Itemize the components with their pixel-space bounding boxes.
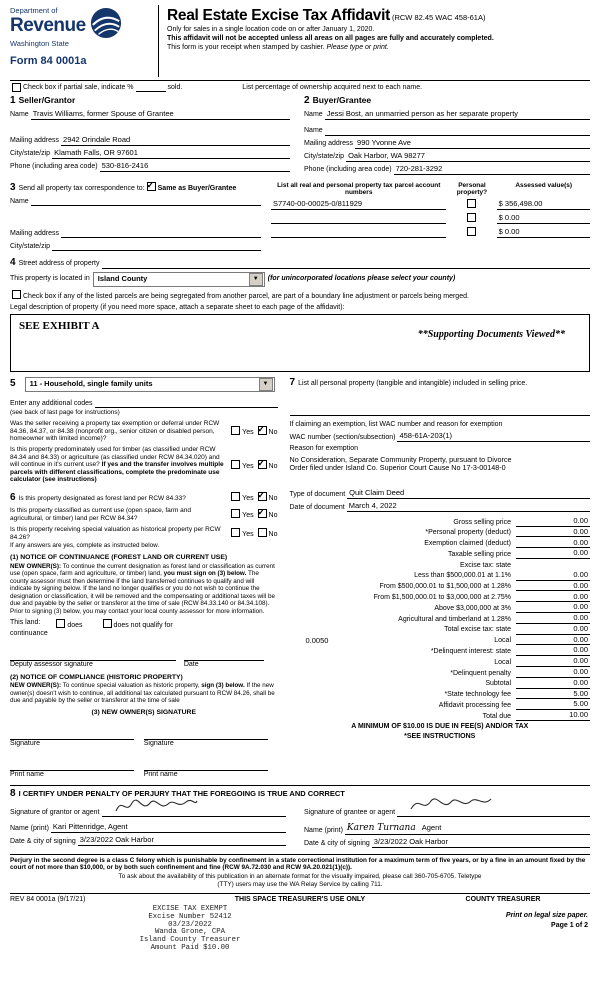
grantor-signature-field[interactable] <box>102 807 286 817</box>
segregated-checkbox[interactable] <box>12 290 21 299</box>
yes-label: Yes <box>242 512 254 520</box>
fin-label: Exemption claimed (deduct) <box>424 540 511 548</box>
fin-value[interactable]: 5.00 <box>516 700 590 710</box>
fin-row-total-excise-state <box>290 624 591 635</box>
main-columns <box>10 377 590 779</box>
yes-checkbox[interactable] <box>231 509 240 518</box>
does-not-checkbox[interactable] <box>103 619 112 628</box>
no-label: No <box>268 428 278 436</box>
grantee-signature-block <box>300 799 590 847</box>
fin-value[interactable]: 0.00 <box>516 517 590 527</box>
rev-number: REV 84 0001a (9/17/21) <box>10 895 86 903</box>
exemption-reason-line1[interactable]: No Consideration, Separate Community Property, pursuant to Divorce <box>289 455 512 465</box>
section-8-certification <box>10 785 590 848</box>
personal-property-checkbox[interactable] <box>467 199 476 208</box>
fin-label: *State technology fee <box>444 691 511 699</box>
buyer-name2-label: Name <box>304 127 323 135</box>
additional-codes-field[interactable] <box>95 398 278 408</box>
fin-label: From $1,500,000.01 to $3,000,000 at 2.75% <box>373 594 511 602</box>
county-note: (for unincorporated locations please select your county) <box>267 274 456 282</box>
fin-value[interactable]: 0.00 <box>516 679 590 689</box>
partial-sale-sold-label: sold. <box>167 83 183 91</box>
see-instructions-note: *SEE INSTRUCTIONS <box>404 732 476 740</box>
if-yes-note: If any answers are yes, complete as instructed below. <box>10 542 160 550</box>
right-column <box>286 377 591 779</box>
seller-title: Seller/Grantor <box>18 95 76 105</box>
parcel-number-field[interactable] <box>271 237 446 238</box>
signature-label: Signature <box>143 739 174 747</box>
county-dropdown[interactable] <box>93 272 265 287</box>
additional-codes-label: Enter any additional codes <box>10 399 93 407</box>
buyer-mailing-label: Mailing address <box>304 140 354 148</box>
dor-swirl-logo-icon <box>90 7 122 39</box>
excise-tax-table <box>290 516 591 721</box>
corr-name-field[interactable] <box>31 196 261 206</box>
fin-label: Affidavit processing fee <box>438 702 511 710</box>
legal-description-box[interactable] <box>10 314 590 372</box>
alternate-format-note-line2: (TTY) users may use the WA Relay Service by calling 711. <box>217 881 383 889</box>
deputy-signature-field[interactable] <box>10 650 176 661</box>
grantee-signature-label: Signature of grantee or agent <box>304 809 396 817</box>
section-2-number: 2 <box>304 95 310 106</box>
parcel-col-header: List all real and personal property tax parcel account numbers <box>277 181 441 196</box>
land-use-dropdown[interactable] <box>25 377 275 392</box>
located-in-label: This property is located in <box>10 274 90 282</box>
fin-row-taxable-selling-price <box>290 548 591 559</box>
fin-label: Total excise tax: state <box>444 626 511 634</box>
fin-label: From $500,000.01 to $1,500,000 at 1.28% <box>379 583 511 591</box>
alternate-format-note-line1: To ask about the availability of this publication in an alternate format for the visually impaired, please call 360-705-6705. Teletype <box>118 873 482 881</box>
seller-mailing-field[interactable]: 2942 Orindale Road <box>61 136 290 146</box>
buyer-name-label: Name <box>304 111 323 119</box>
fin-label: *Delinquent interest: state <box>430 648 511 656</box>
answer-group <box>229 509 277 520</box>
question-current-use <box>10 507 278 522</box>
new-owner-printname-field[interactable] <box>10 760 134 771</box>
fin-value[interactable]: 10.00 <box>516 711 590 721</box>
no-checkbox[interactable] <box>258 492 267 501</box>
question-historical <box>10 526 278 541</box>
section-4-number: 4 <box>10 257 16 268</box>
buyer-name2-field[interactable] <box>325 126 590 136</box>
fin-value[interactable]: 0.00 <box>516 614 590 624</box>
fin-value[interactable]: 0.00 <box>516 571 590 581</box>
personal-property-checkbox[interactable] <box>467 227 476 236</box>
buyer-title: Buyer/Grantee <box>312 95 372 105</box>
type-of-document-field[interactable]: Quit Claim Deed <box>347 489 590 499</box>
grantee-name-suffix: Agent <box>421 823 442 833</box>
stamp-line-treasurer-title: Island County Treasurer <box>139 936 241 945</box>
form-title: Real Estate Excise Tax Affidavit <box>167 7 390 24</box>
grantee-date-label: Date & city of signing <box>304 839 370 847</box>
section-7-number: 7 <box>289 376 296 388</box>
local-rate-value: 0.0050 <box>305 635 329 645</box>
date-of-document-field[interactable]: March 4, 2022 <box>347 502 590 512</box>
does-label: does <box>67 622 83 630</box>
fin-value[interactable]: 0.00 <box>516 582 590 592</box>
personal-property-col-header: Personal property? <box>456 181 488 196</box>
fin-row-agricultural <box>290 613 591 624</box>
fin-label: Gross selling price <box>453 518 511 526</box>
no-checkbox[interactable] <box>258 460 267 469</box>
fin-label: Local <box>494 658 511 666</box>
grantee-printname-field[interactable] <box>345 823 590 834</box>
fin-row-excise-tax-state <box>290 559 591 570</box>
fin-row-rate-1-1 <box>290 570 591 581</box>
grantee-signature-field[interactable] <box>397 807 590 817</box>
fin-label: Less than $500,000.01 at 1.1% <box>414 572 511 580</box>
legal-description-label: Legal description of property (if you need more space, attach a separate sheet to each page of the affidavit): <box>10 303 345 311</box>
seller-phone-label: Phone (including area code) <box>10 163 98 171</box>
parcel-number-field[interactable]: S7740-00-00025-0/811929 <box>271 200 446 210</box>
no-checkbox[interactable] <box>258 528 267 537</box>
header-note-1: Only for sales in a single location code on or after January 1, 2020. <box>167 25 375 33</box>
stamp-line-date: 03/23/2022 <box>168 920 212 929</box>
supporting-documents-note: **Supporting Documents Viewed** <box>417 328 565 340</box>
fin-row-local-rate <box>290 635 591 646</box>
corr-mailing-label: Mailing address <box>10 229 60 237</box>
perjury-text: is a class C felony which is punishable by confinement in a state correctional institution for a maximum term of five years, or by a fine in an amount fixed by the court of not more than $10,000, or by both such confinement and fine (RCW 9A.72.030 and RCW 9A.20.021(1)(c)). <box>10 856 586 872</box>
same-as-buyer-label: Same as Buyer/Grantee <box>157 184 237 192</box>
buyer-csz-field[interactable]: Oak Harbor, WA 98277 <box>346 152 590 162</box>
notice-continuance-text: NEW OWNER(S): To continue the current designation as forest land or classification as current use (open space, farm and agriculture, or timber) land, you must sign on (3) below. The county assessor must then determine if the land transferred continues to qualify and will indicate by signing below. If the land no longer qualifies or you do not wish to continue the designation or classification, it will be removed and the compensating or additional taxes will be due and payable by the seller or transferor at the time of sale (RCW 84.33.140 or 84.34.108). Prior to signing (3) below, you may contact your local county assessor for more information. <box>10 562 275 615</box>
fin-label: Excise tax: state <box>460 561 511 569</box>
buyer-csz-label: City/state/zip <box>304 153 345 161</box>
deputy-signature-label: Deputy assessor signature <box>10 661 93 669</box>
deputy-date-label: Date <box>183 661 199 669</box>
corr-mailing-field[interactable] <box>61 228 261 238</box>
notice-continuance-heading: (1) NOTICE OF CONTINUANCE (FOREST LAND OR CURRENT USE) <box>10 553 228 561</box>
form-header <box>10 5 590 77</box>
fin-value[interactable]: 0.00 <box>516 625 590 635</box>
question-text: Is this property receiving special valuation as historical property per RCW 84.26? <box>10 526 221 541</box>
fin-row-rate-3 <box>290 602 591 613</box>
parcel-row <box>271 210 590 224</box>
yes-label: Yes <box>242 462 254 470</box>
parcel-table <box>271 182 590 252</box>
deputy-date-field[interactable] <box>184 650 264 661</box>
fin-row-rate-2-75 <box>290 591 591 602</box>
fin-label: Agricultural and timberland at 1.28% <box>398 615 511 623</box>
fin-row-subtotal <box>290 678 591 689</box>
does-not-label: does not qualify for <box>113 622 173 630</box>
certify-statement: I CERTIFY UNDER PENALTY OF PERJURY THAT THE FOREGOING IS TRUE AND CORRECT <box>18 788 345 798</box>
corr-csz-label: City/state/zip <box>10 242 51 250</box>
parcel-row <box>271 196 590 210</box>
stamp-line-treasurer-name: Wanda Grone, CPA <box>154 928 226 937</box>
treasurer-space-label: THIS SPACE TREASURER'S USE ONLY <box>234 895 366 903</box>
fin-label: *Delinquent penalty <box>450 669 511 677</box>
section-1-seller <box>10 95 300 175</box>
fin-label: Total due <box>482 712 511 720</box>
print-name-label: Print name <box>143 770 178 778</box>
yes-label: Yes <box>242 531 254 539</box>
grantee-date-field[interactable]: 3/23/2022 Oak Harbor <box>372 838 590 848</box>
header-divider <box>10 80 590 81</box>
notice-compliance-text: NEW OWNER(S): To continue special valuation as historic property, sign (3) below. If the new owner(s) doesn't wish to continue, all additional tax calculated pursuant to RCW 84.26, shall be due and payable by the seller or transferor at the time of sale <box>10 682 275 705</box>
section-4-property <box>10 257 590 372</box>
assessed-value-field[interactable]: $ 356,498.00 <box>497 200 590 210</box>
partial-sale-checkbox[interactable] <box>12 83 21 92</box>
street-address-label: Street address of property <box>18 260 100 268</box>
fin-value[interactable]: 5.00 <box>516 690 590 700</box>
does-checkbox[interactable] <box>56 619 65 628</box>
fin-value[interactable]: 0.00 <box>516 528 590 538</box>
question-timber-agriculture <box>10 446 278 483</box>
parcel-table-header <box>271 182 590 196</box>
fin-value[interactable]: 0.00 <box>516 549 590 559</box>
grantor-date-field[interactable]: 3/23/2022 Oak Harbor <box>78 836 286 846</box>
form-number: Form 84 0001a <box>10 54 87 67</box>
county-dropdown-value: Island County <box>97 273 148 283</box>
fin-value[interactable]: 0.00 <box>516 603 590 613</box>
dept-of-label: Department of <box>10 6 58 15</box>
yes-checkbox[interactable] <box>231 426 240 435</box>
street-address-field[interactable] <box>102 259 591 269</box>
section-2-buyer <box>300 95 590 175</box>
yes-label: Yes <box>242 428 254 436</box>
fin-label: Taxable selling price <box>447 550 511 558</box>
page-number: Page 1 of 2 <box>551 921 588 929</box>
fin-row-exemption-claimed <box>290 537 591 548</box>
signature-label: Signature <box>10 739 40 747</box>
question-text: Was the seller receiving a property tax exemption or deferral under RCW 84.36, 84.37, or 84.38 (nonprofit org., senior citizen or disabled person, homeowner with limited income)? <box>10 420 220 442</box>
fin-label: Above $3,000,000 at 3% <box>434 604 511 612</box>
exhibit-text: SEE EXHIBIT A <box>19 319 100 332</box>
land-use-dropdown-value: 11 - Household, single family units <box>29 378 153 388</box>
no-label: No <box>268 495 278 503</box>
fin-value[interactable]: 0.00 <box>516 636 590 646</box>
yes-checkbox[interactable] <box>231 492 240 501</box>
perjury-bold-lead: Perjury in the second degree <box>10 856 98 864</box>
fin-row-total-due <box>290 710 591 721</box>
parcel-number-field[interactable] <box>271 223 446 224</box>
segregated-label: Check box if any of the listed parcels are being segregated from another parcel, are part of a boundary line adjustment or parcels being merged. <box>23 292 469 300</box>
question-forest-land <box>10 492 278 504</box>
new-owner-signature-field[interactable] <box>10 729 134 740</box>
fin-row-state-technology-fee <box>290 689 591 700</box>
question-text: 6 Is this property designated as forest land per RCW 84.33? <box>10 491 186 503</box>
seller-buyer-sections <box>10 95 590 175</box>
land-use-dropdown-arrow-icon[interactable]: ▼ <box>259 378 273 391</box>
buyer-mailing-field[interactable]: 990 Yvonne Ave <box>355 139 590 149</box>
print-name-label: Print name <box>10 770 44 778</box>
stamp-line-excise-number: Excise Number 52412 <box>148 912 232 921</box>
assessed-value-col-header: Assessed value(s) <box>515 181 573 189</box>
no-label: No <box>268 462 278 470</box>
answer-group <box>229 460 277 471</box>
fin-row-personal-property-deduct <box>290 527 591 538</box>
fin-label: *Personal property (deduct) <box>425 529 511 537</box>
form-title-rcw: (RCW 82.45 WAC 458-61A) <box>391 13 486 22</box>
seller-csz-label: City/state/zip <box>10 150 51 158</box>
correspondence-label: Send all property tax correspondence to: <box>18 184 145 192</box>
grantor-signature-block <box>10 799 300 847</box>
grantee-handwritten-name: Karen Turnana <box>346 823 416 834</box>
no-checkbox[interactable] <box>258 509 267 518</box>
grantee-signature-scribble <box>409 793 493 817</box>
yes-label: Yes <box>242 495 254 503</box>
deputy-assessor-row <box>10 650 278 669</box>
legal-paper-note: Print on legal size paper. <box>505 911 588 919</box>
section-8-number: 8 <box>10 787 16 799</box>
header-note-3: This form is your receipt when stamped by cashier. Please type or print. <box>167 43 389 51</box>
partial-sale-row <box>10 83 590 92</box>
county-dropdown-arrow-icon[interactable]: ▼ <box>249 273 263 286</box>
this-land-label: This land: <box>10 619 41 627</box>
assessed-value-field[interactable]: $ 0.00 <box>497 214 590 224</box>
fin-row-delinquent-interest-local <box>290 656 591 667</box>
no-label: No <box>268 512 278 520</box>
yes-checkbox[interactable] <box>231 528 240 537</box>
seller-mailing-label: Mailing address <box>10 137 60 145</box>
question-text: Is this property predominately used for timber (as classified under RCW 84.34 and 84.33) or agriculture (as classified under RCW 84.34.020) and will continue in it's current use? If yes and the transfer involves multiple parcels with different classifications, complete the predominate use calculator (see instructions) <box>10 446 224 484</box>
treasurer-stamp <box>105 906 275 953</box>
see-back-note: (see back of last page for instructions) <box>10 408 120 416</box>
buyer-name-field[interactable]: Jessi Bost, an unmarried person as her separate property <box>325 110 590 120</box>
seller-name-label: Name <box>10 111 29 119</box>
no-checkbox[interactable] <box>258 426 267 435</box>
seller-csz-field[interactable]: Klamath Falls, OR 97601 <box>52 149 290 159</box>
fin-row-rate-1-28 <box>290 581 591 592</box>
assessed-value-field[interactable]: $ 0.00 <box>497 228 590 238</box>
buyer-phone-field[interactable]: 720-281-3292 <box>394 165 590 175</box>
grantor-signature-scribble <box>114 793 198 817</box>
corr-csz-field[interactable] <box>52 241 261 251</box>
no-label: No <box>268 531 278 539</box>
section-3-correspondence <box>10 182 590 252</box>
washington-state-label: Washington State <box>10 39 69 48</box>
fin-label: Subtotal <box>485 680 511 688</box>
exemption-reason-line2[interactable]: Order filed under Island Co. Superior Court Cause No 17-3-00148-0 <box>289 463 506 473</box>
grantee-printname-label: Name (print) <box>304 826 343 834</box>
date-of-document-label: Date of document <box>289 503 345 511</box>
yes-checkbox[interactable] <box>231 460 240 469</box>
new-owner-signature-field[interactable] <box>144 729 268 740</box>
grantor-date-label: Date & city of signing <box>10 838 76 846</box>
grantor-signature-label: Signature of grantor or agent <box>10 809 100 817</box>
fin-row-gross-selling-price <box>290 516 591 527</box>
fin-row-affidavit-processing-fee <box>290 699 591 710</box>
new-owners-signature-heading: (3) NEW OWNER(S) SIGNATURE <box>91 708 196 716</box>
perjury-statement <box>10 854 590 872</box>
section-3-number: 3 <box>10 181 16 193</box>
fin-row-delinquent-penalty <box>290 667 591 678</box>
fin-value[interactable]: 0.00 <box>516 539 590 549</box>
left-column <box>10 377 286 779</box>
wac-number-label: WAC number (section/subsection) <box>289 434 396 442</box>
question-text: Is this property classified as current use (open space, farm and agricultural, or timber) land per RCW 84.34? <box>10 507 192 522</box>
stamp-line-amount-paid: Amount Paid $10.00 <box>150 944 230 953</box>
partial-sale-percent-field[interactable] <box>136 83 166 92</box>
title-block <box>158 5 590 77</box>
form-footer <box>10 893 590 956</box>
partial-sale-label: Check box if partial sale, indicate % <box>23 83 134 91</box>
fin-value[interactable]: 0.00 <box>516 668 590 678</box>
personal-property-list-field[interactable] <box>290 406 591 416</box>
answer-group <box>229 528 277 539</box>
new-owner-signature-row <box>10 729 278 748</box>
notice-compliance-heading: (2) NOTICE OF COMPLIANCE (HISTORIC PROPERTY) <box>10 673 183 681</box>
continuance-label: continuance <box>10 630 48 638</box>
new-owner-printname-field[interactable] <box>144 760 268 771</box>
revenue-label: Revenue <box>10 14 86 36</box>
parcel-row <box>271 224 590 238</box>
seller-name-field[interactable]: Travis Williams, former Spouse of Grantee <box>31 110 290 120</box>
fin-value[interactable]: 0.00 <box>516 657 590 667</box>
section-7-header <box>290 377 591 389</box>
header-note-2: This affidavit will not be accepted unless all areas on all pages are fully and accurately completed. <box>167 34 494 42</box>
fin-value[interactable]: 0.00 <box>516 593 590 603</box>
question-exemption-deferral <box>10 420 278 442</box>
answer-group <box>229 492 277 503</box>
personal-property-checkbox[interactable] <box>467 213 476 222</box>
section-1-number: 1 <box>10 95 16 106</box>
new-owner-printname-row <box>10 760 278 779</box>
stamp-line-exempt: EXCISE TAX EXEMPT <box>152 904 228 913</box>
answer-group <box>229 426 277 437</box>
wac-number-field[interactable]: 458-61A-203(1) <box>397 432 590 442</box>
section-6-number: 6 <box>10 491 16 503</box>
land-qualify-row <box>10 619 278 630</box>
county-treasurer-label: COUNTY TREASURER <box>465 895 541 903</box>
section-5-number: 5 <box>10 378 16 390</box>
minimum-due-note: A MINIMUM OF $10.00 IS DUE IN FEE(S) AND/OR TAX <box>351 722 529 730</box>
seller-phone-field[interactable]: 530-816-2416 <box>100 162 290 172</box>
fin-label: Local <box>494 637 511 645</box>
grantor-printname-label: Name (print) <box>10 825 49 833</box>
ownership-percent-note: List percentage of ownership acquired next to each name. <box>242 83 423 91</box>
exemption-instructions-label: If claiming an exemption, list WAC number and reason for exemption <box>289 421 503 429</box>
buyer-phone-label: Phone (including area code) <box>304 166 392 174</box>
reason-for-exemption-label: Reason for exemption <box>289 445 358 453</box>
grantor-printname-field[interactable]: Kari Pittenridge, Agent <box>51 823 286 833</box>
fin-row-delinquent-interest-state <box>290 645 591 656</box>
fin-value[interactable]: 0.00 <box>516 646 590 656</box>
personal-property-intro: List all personal property (tangible and intangible) included in selling price. <box>298 379 528 387</box>
corr-name-label: Name <box>10 197 29 205</box>
type-of-document-label: Type of document <box>289 490 346 498</box>
dor-block <box>10 5 158 77</box>
same-as-buyer-checkbox[interactable] <box>147 182 156 191</box>
